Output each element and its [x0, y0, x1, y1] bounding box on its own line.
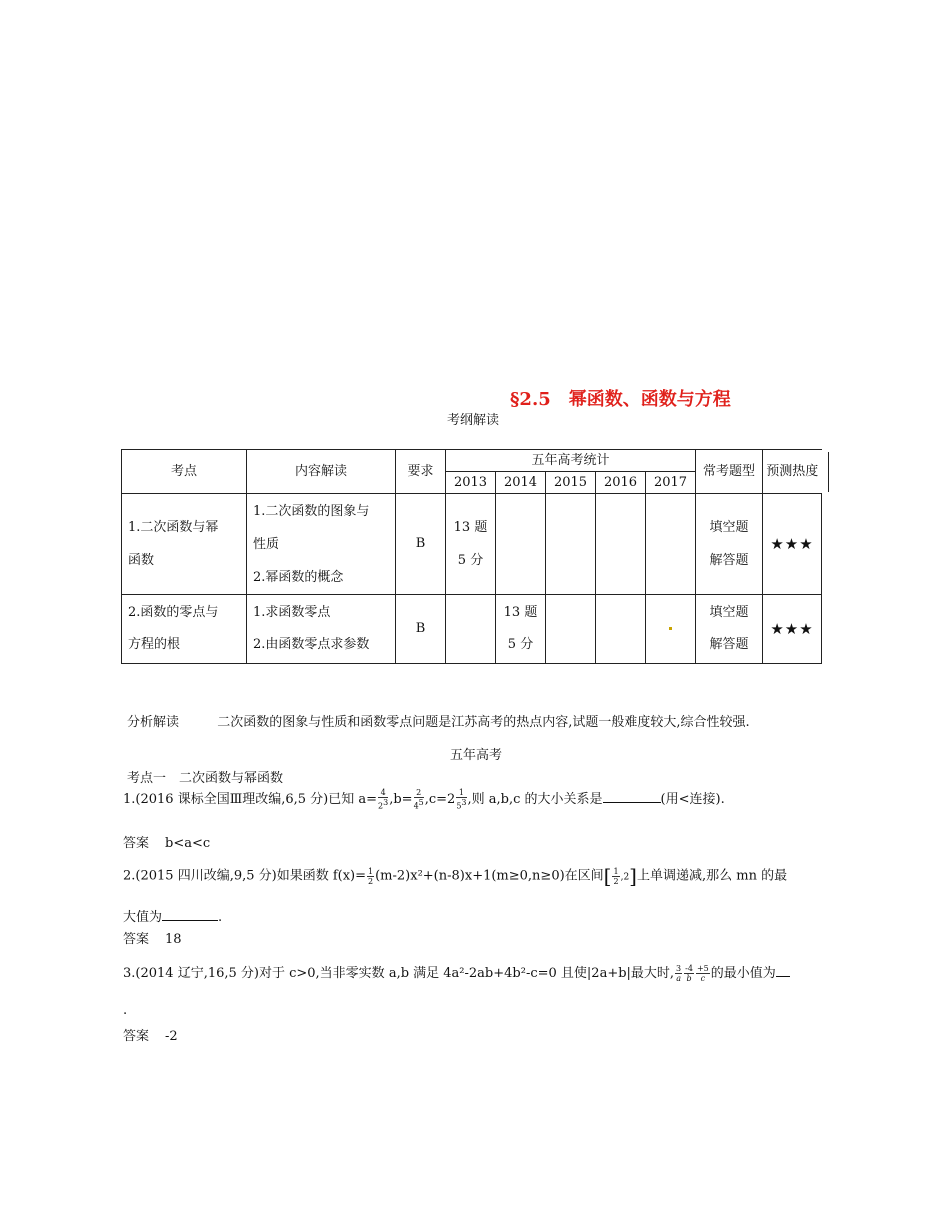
q3-answer: 答案 -2	[123, 1029, 178, 1044]
table-row	[122, 494, 822, 595]
question-1: 1.(2016 课标全国Ⅲ理改编,6,5 分)已知 a= $\frac{4}{2^3}$ ,b= $\frac{2}{4^5}$ ,c=2 $\frac{1}{5^3}$ ,则 a,b,c 的大小关系是 (用<连接).	[123, 788, 725, 811]
answer-value: b<a<c	[165, 836, 211, 851]
cell-point: 1.二次函数与幂 函数	[122, 494, 247, 595]
cell-types: 填空题 解答题	[696, 494, 763, 595]
analysis-text: 二次函数的图象与性质和函数零点问题是江苏高考的热点内容,试题一般难度较大,综合性较强.	[217, 715, 750, 730]
cell-2017	[646, 494, 696, 595]
heat-stars: ★★★	[763, 494, 822, 595]
header-point: 考点	[122, 450, 247, 494]
q1-answer: 答案 b<a<c	[123, 836, 211, 851]
question-2-line2: 大值为 .	[123, 910, 223, 925]
cell-2013: 13 题 5 分	[446, 494, 496, 595]
kaodian-heading: 考点一 二次函数与幂函数	[127, 771, 284, 786]
header-common-type: 常考题型	[696, 450, 763, 494]
heat-stars: ★★★	[763, 595, 822, 664]
five-year-title: 五年高考	[450, 748, 503, 763]
q3-fraction: $\frac{-4}{b}$	[685, 964, 693, 983]
question-2: 2.(2015 四川改编,9,5 分)如果函数 f(x)= $\frac{1}{2}$ (m-2)x²+(n-8)x+1(m≥0,n≥0)在区间[ $\frac{1}{2}$ ,2]上单调递减,那么 mn 的最	[123, 864, 788, 888]
header-requirement: 要求	[396, 450, 446, 494]
analysis-label: 分析解读	[127, 715, 180, 730]
cell-2016	[596, 595, 646, 664]
header-year: 2015	[546, 472, 596, 494]
answer-blank	[603, 790, 661, 803]
answer-value: -2	[165, 1029, 178, 1044]
cell-2015	[546, 494, 596, 595]
dot-mark	[669, 627, 672, 630]
cell-2014: 13 题 5 分	[496, 595, 546, 664]
q1-a-exponent: $\frac{4}{2^3}$	[378, 788, 389, 811]
cell-requirement: B	[396, 494, 446, 595]
cell-point: 2.函数的零点与 方程的根	[122, 595, 247, 664]
header-year: 2013	[446, 472, 496, 494]
question-3-line2: .	[123, 1003, 128, 1018]
outline-table	[121, 449, 822, 664]
q3-fraction: $\frac{+5}{c}$	[696, 964, 709, 983]
answer-blank	[776, 964, 790, 977]
q2-half-fraction: $\frac{1}{2}$	[368, 866, 374, 886]
header-year: 2017	[646, 472, 696, 494]
header-five-year: 五年高考统计	[446, 450, 696, 472]
cell-content: 1.求函数零点 2.由函数零点求参数	[247, 595, 396, 664]
cell-2015	[546, 595, 596, 664]
section-title: §2.5 幂函数、函数与方程	[510, 389, 731, 410]
question-3: 3.(2014 辽宁,16,5 分)对于 c>0,当非零实数 a,b 满足 4a²-2ab+4b²-c=0 且使|2a+b|最大时, $\frac{3}{a}$ $\frac{-4}{b}$ $\frac{+5}{c}$ 的最小值为	[123, 962, 790, 983]
header-year: 2016	[596, 472, 646, 494]
cell-2016	[596, 494, 646, 595]
header-content: 内容解读	[247, 450, 396, 494]
cell-content: 1.二次函数的图象与 性质 2.幂函数的概念	[247, 494, 396, 595]
header-year: 2014	[496, 472, 546, 494]
answer-blank	[162, 908, 218, 921]
q3-fraction: $\frac{3}{a}$	[676, 964, 682, 983]
cell-requirement: B	[396, 595, 446, 664]
q2-answer: 答案 18	[123, 932, 182, 947]
answer-value: 18	[165, 932, 182, 947]
header-heat: 预测热度	[763, 450, 822, 494]
q1-text: 1.(2016 课标全国Ⅲ理改编,6,5 分)已知 a=	[123, 792, 378, 807]
cell-2017	[646, 595, 696, 664]
q2-interval-fraction: $\frac{1}{2}$	[613, 866, 619, 886]
cell-types: 填空题 解答题	[696, 595, 763, 664]
cell-2014	[496, 494, 546, 595]
outline-title: 考纲解读	[447, 413, 500, 428]
table-row	[122, 595, 822, 664]
q1-c-exponent: $\frac{1}{5^3}$	[456, 788, 467, 811]
analysis-paragraph	[127, 711, 750, 730]
cell-2013	[446, 595, 496, 664]
table-edge-mark	[828, 452, 829, 492]
q1-b-exponent: $\frac{2}{4^5}$	[413, 788, 424, 811]
